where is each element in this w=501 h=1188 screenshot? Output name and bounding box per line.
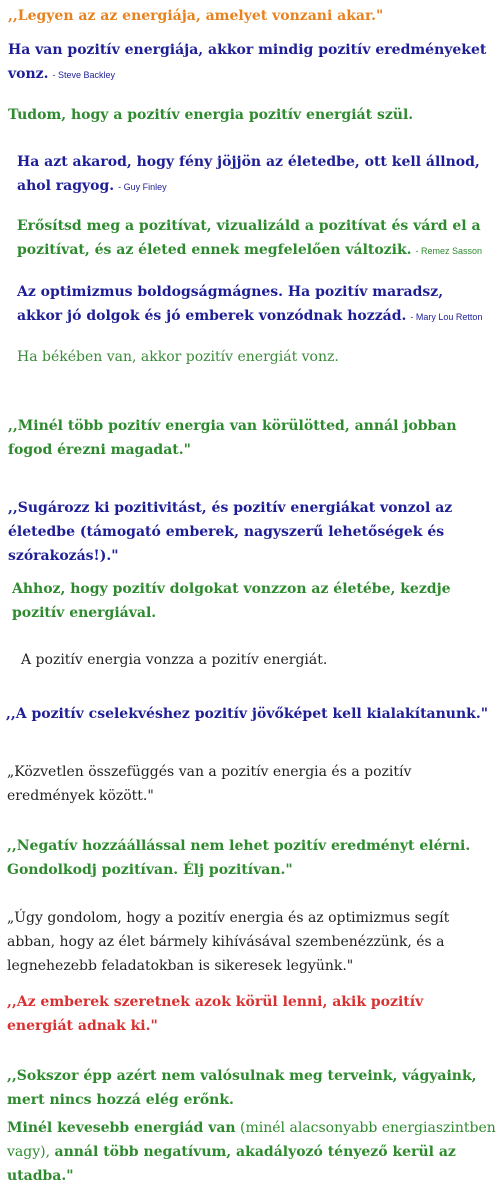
quote-6 — [17, 280, 491, 329]
quote-text-part2: (minél alacsonyabb energiaszintben vagy), — [7, 1120, 496, 1160]
quote-author: - Mary Lou Retton — [410, 312, 483, 322]
quote-8 — [8, 414, 491, 462]
quote-11 — [21, 648, 491, 672]
quote-4 — [17, 150, 491, 199]
quote-text: „Úgy gondolom, hogy a pozitív energia és az optimizmus segít abban, hogy az élet bármely kihívásával szembenézzünk, és a legnehezebb feladatokban is sikeresek legyünk." — [7, 910, 450, 974]
quote-text: ,,Minél több pozitív energia van körülötted, annál jobban fogod érezni magadat." — [8, 418, 457, 458]
quote-text: „Közvetlen összefüggés van a pozitív energia és a pozitív eredmények között." — [7, 764, 412, 804]
quote-text: ,,Legyen az az energiája, amelyet vonzani akar." — [8, 8, 384, 24]
quote-author: - Steve Backley — [52, 70, 116, 80]
quote-text: ,,Az emberek szeretnek azok körül lenni, akik pozitív energiát adnak ki." — [7, 994, 424, 1034]
quote-5 — [17, 214, 491, 263]
quote-author: - Remez Sasson — [415, 246, 483, 256]
quote-1 — [8, 4, 488, 28]
quote-15 — [7, 906, 491, 978]
quote-18 — [7, 1116, 497, 1188]
quote-7 — [17, 345, 491, 369]
quote-text: Ha békében van, akkor pozitív energiát vonz. — [17, 349, 339, 365]
quote-17 — [7, 1064, 491, 1112]
quote-3 — [8, 103, 488, 127]
quote-text: A pozitív energia vonzza a pozitív energiát. — [21, 652, 328, 668]
quote-text: Ha van pozitív energiája, akkor mindig pozitív eredményeket vonz. — [8, 42, 487, 82]
quote-author: - Guy Finley — [118, 182, 167, 192]
quote-text: ,,Sugározz ki pozitivitást, és pozitív energiákat vonzol az életedbe (támogató emberek, nagyszerű lehetőségek és szórakozás!)." — [8, 500, 453, 564]
quote-text: Ahhoz, hogy pozitív dolgokat vonzzon az életébe, kezdje pozitív energiával. — [12, 581, 451, 621]
quote-text: ,,Sokszor épp azért nem valósulnak meg terveink, vágyaink, mert nincs hozzá elég erőnk. — [7, 1068, 477, 1108]
quote-13 — [7, 760, 491, 808]
quote-text: ,,Negatív hozzáállással nem lehet pozitív eredményt elérni. Gondolkodj pozitívan. Élj pozitívan." — [7, 838, 471, 878]
quote-text: ,,A pozitív cselekvéshez pozitív jövőképet kell kialakítanunk." — [6, 706, 489, 722]
quote-14 — [7, 834, 491, 882]
quote-text: Erősítsd meg a pozitívat, vizualizáld a pozitívat és várd el a pozitívat, és az életed ennek megfelelően változik. — [17, 218, 481, 258]
quote-9 — [8, 496, 491, 568]
quote-text: Az optimizmus boldogságmágnes. Ha pozitív maradsz, akkor jó dolgok és jó emberek vonzódnak hozzád. — [17, 284, 444, 324]
quote-10 — [12, 577, 491, 625]
quote-text-part1: Minél kevesebb energiád van — [7, 1120, 236, 1136]
quote-text: Tudom, hogy a pozitív energia pozitív energiát szül. — [8, 107, 414, 123]
quote-text: Ha azt akarod, hogy fény jöjjön az életedbe, ott kell állnod, ahol ragyog. — [17, 154, 480, 194]
quote-12 — [6, 702, 491, 726]
quote-16 — [7, 990, 491, 1038]
quote-2 — [8, 38, 488, 87]
quote-text-part3: annál több negatívum, akadályozó tényező kerül az utadba." — [7, 1144, 456, 1184]
